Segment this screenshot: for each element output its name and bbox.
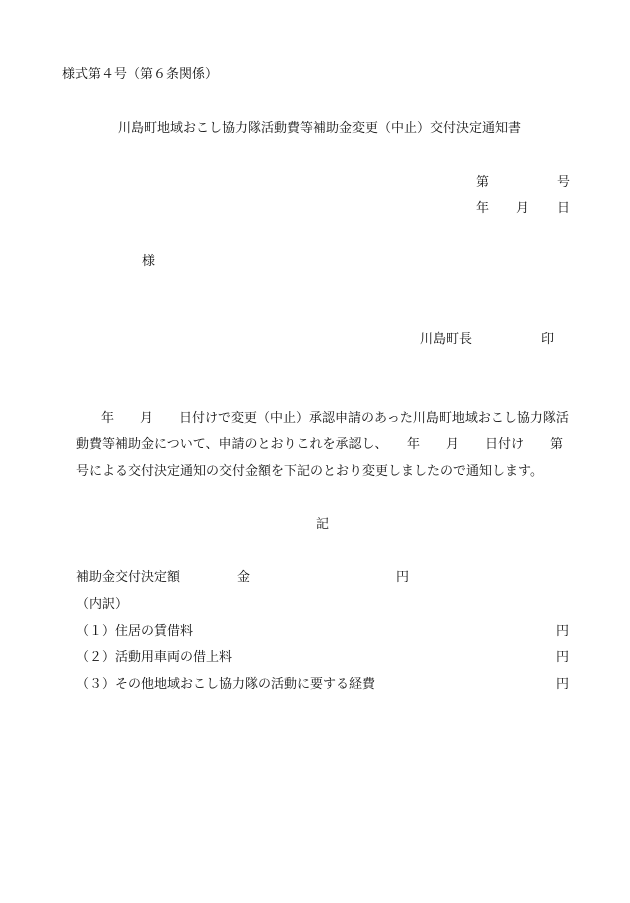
amount-label: 補助金交付決定額 [76, 570, 181, 585]
date-year: 年 [476, 201, 490, 216]
breakdown-label: （内訳） [76, 597, 129, 612]
breakdown-item-2: （２）活動用車両の借上料 [76, 650, 233, 665]
doc-number-dai: 第 [476, 175, 490, 190]
date-day: 日 [557, 201, 571, 216]
breakdown-item-3: （３）その他地域おこし協力隊の活動に要する経費 [76, 677, 376, 692]
addressee-suffix: 様 [142, 254, 156, 269]
breakdown-item-1: （１）住居の賃借料 [76, 624, 194, 639]
doc-number-go: 号 [557, 175, 571, 190]
body-line-1: 年 月 日付けで変更（中止）承認申請のあった川島町地域おこし協力隊活 [101, 411, 569, 426]
amount-yen: 円 [396, 570, 410, 585]
amount-kin: 金 [237, 570, 251, 585]
issuer-name: 川島町長 [420, 332, 473, 347]
form-label: 様式第４号（第６条関係） [62, 67, 219, 82]
issuer-seal: 印 [541, 332, 555, 347]
document-title: 川島町地域おこし協力隊活動費等補助金変更（中止）交付決定通知書 [118, 121, 522, 136]
body-line-3: 号による交付決定通知の交付金額を下記のとおり変更しましたので通知します。 [76, 464, 543, 479]
breakdown-item-2-yen: 円 [556, 650, 570, 665]
date-month: 月 [516, 201, 530, 216]
body-line-2: 動費等補助金について、申請のとおりこれを承認し、 年 月 日付け 第 [76, 437, 563, 452]
breakdown-item-1-yen: 円 [556, 624, 570, 639]
breakdown-item-3-yen: 円 [556, 677, 570, 692]
ki-heading: 記 [316, 517, 330, 532]
